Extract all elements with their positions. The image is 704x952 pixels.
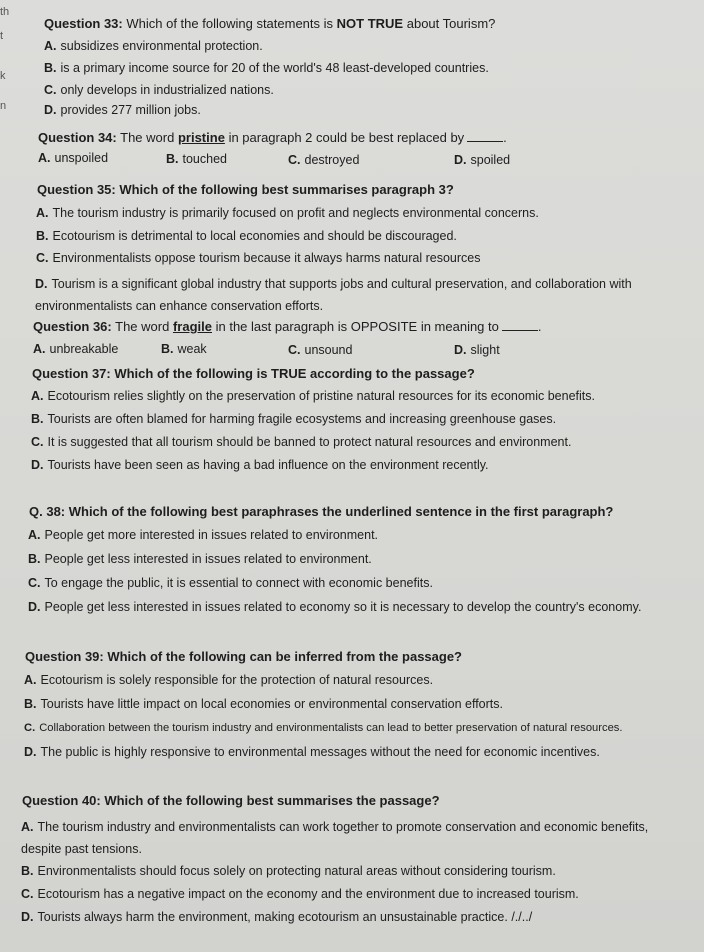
- q39-option-a[interactable]: A. Ecotourism is solely responsible for the protection of natural resources.: [24, 673, 434, 687]
- q34-option-a[interactable]: A. unspoiled: [38, 151, 109, 165]
- question-33-stem: [44, 16, 495, 32]
- q40-option-c[interactable]: C. Ecotourism has a negative impact on the economy and the environment due to increased tourism.: [21, 887, 579, 901]
- question-36-stem: Question 36: The word fragile in the last paragraph is OPPOSITE in meaning to .: [33, 319, 542, 334]
- margin-fragment: t: [0, 30, 4, 42]
- answer-blank: [467, 131, 503, 142]
- question-label: Question 33:: [44, 16, 123, 31]
- q36-option-d[interactable]: D. slight: [454, 343, 500, 357]
- question-34-stem: Question 34: The word pristine in paragraph 2 could be best replaced by .: [38, 130, 507, 145]
- q34-option-c[interactable]: C. destroyed: [288, 153, 360, 167]
- question-40-stem: Question 40: Which of the following best summarises the passage?: [22, 793, 440, 808]
- question-label: Question 36:: [33, 319, 112, 334]
- q36-option-b[interactable]: B. weak: [161, 342, 207, 356]
- q38-option-b[interactable]: B. People get less interested in issues related to environment.: [28, 552, 372, 566]
- margin-fragment: n: [0, 100, 7, 112]
- margin-fragment: k: [0, 70, 6, 82]
- question-39-stem: Question 39: Which of the following can be inferred from the passage?: [25, 649, 462, 664]
- question-38-stem: Q. 38: Which of the following best paraphrases the underlined sentence in the first paragraph?: [29, 504, 614, 519]
- margin-fragment: th: [0, 6, 10, 18]
- q37-option-b[interactable]: B. Tourists are often blamed for harming fragile ecosystems and increasing greenhouse gases.: [31, 412, 557, 426]
- q39-option-b[interactable]: B. Tourists have little impact on local economies or environmental conservation efforts.: [24, 697, 503, 711]
- q37-option-d[interactable]: D. Tourists have been seen as having a bad influence on the environment recently.: [31, 458, 489, 472]
- q33-option-a[interactable]: A. subsidizes environmental protection.: [44, 39, 263, 53]
- q34-option-d[interactable]: D. spoiled: [454, 153, 511, 167]
- q36-option-a[interactable]: A. unbreakable: [33, 342, 119, 356]
- q39-option-d[interactable]: D. The public is highly responsive to environmental messages without the need for economic incentives.: [24, 745, 600, 759]
- question-35-stem: Question 35: Which of the following best summarises paragraph 3?: [37, 182, 454, 197]
- q35-option-b[interactable]: B. Ecotourism is detrimental to local economies and should be discouraged.: [36, 229, 457, 243]
- q33-option-d[interactable]: D. provides 277 million jobs.: [44, 103, 201, 117]
- stem-text: about Tourism?: [406, 16, 496, 31]
- question-37-stem: Question 37: Which of the following is TRUE according to the passage?: [32, 366, 475, 381]
- q40-option-d[interactable]: D. Tourists always harm the environment, making ecotourism an unsustainable practice. /./../: [21, 910, 533, 924]
- q36-option-c[interactable]: C. unsound: [288, 343, 353, 357]
- q33-option-c[interactable]: C. only develops in industrialized nations.: [44, 83, 274, 97]
- answer-blank: [502, 320, 538, 331]
- q38-option-a[interactable]: A. People get more interested in issues related to environment.: [28, 528, 379, 542]
- q34-option-b[interactable]: B. touched: [166, 152, 227, 166]
- q38-option-c[interactable]: C. To engage the public, it is essential to connect with economic benefits.: [28, 576, 433, 590]
- stem-text: Which of the following statements is: [126, 16, 334, 31]
- question-label: Question 34:: [38, 130, 117, 145]
- q35-option-c[interactable]: C. Environmentalists oppose tourism because it always harms natural resources: [36, 251, 481, 265]
- underlined-word: fragile: [172, 319, 212, 334]
- q33-option-b[interactable]: B. is a primary income source for 20 of the world's 48 least-developed countries.: [44, 61, 489, 75]
- q38-option-d[interactable]: D. People get less interested in issues related to economy so it is necessary to develop the country's economy.: [28, 600, 642, 614]
- q37-option-c[interactable]: C. It is suggested that all tourism should be banned to protect natural resources and environment.: [31, 435, 572, 449]
- q35-option-d[interactable]: D. Tourism is a significant global industry that supports jobs and cultural preservation, and collaboration with environmentalists can enhance conservation efforts.: [35, 277, 632, 313]
- underlined-word: pristine: [177, 130, 225, 145]
- q37-option-a[interactable]: A. Ecotourism relies slightly on the preservation of pristine natural resources for its economic benefits.: [31, 389, 595, 403]
- q40-option-a[interactable]: A. The tourism industry and environmentalists can work together to promote conservation and economic benefits, despite past tensions.: [21, 820, 649, 856]
- q40-option-b[interactable]: B. Environmentalists should focus solely on protecting natural areas without considering tourism.: [21, 864, 556, 878]
- stem-emphasis: NOT TRUE: [336, 16, 404, 31]
- q35-option-a[interactable]: A. The tourism industry is primarily focused on profit and neglects environmental concerns.: [36, 206, 539, 220]
- q39-option-c[interactable]: C. Collaboration between the tourism industry and environmentalists can lead to better preservation of natural resources.: [24, 722, 623, 734]
